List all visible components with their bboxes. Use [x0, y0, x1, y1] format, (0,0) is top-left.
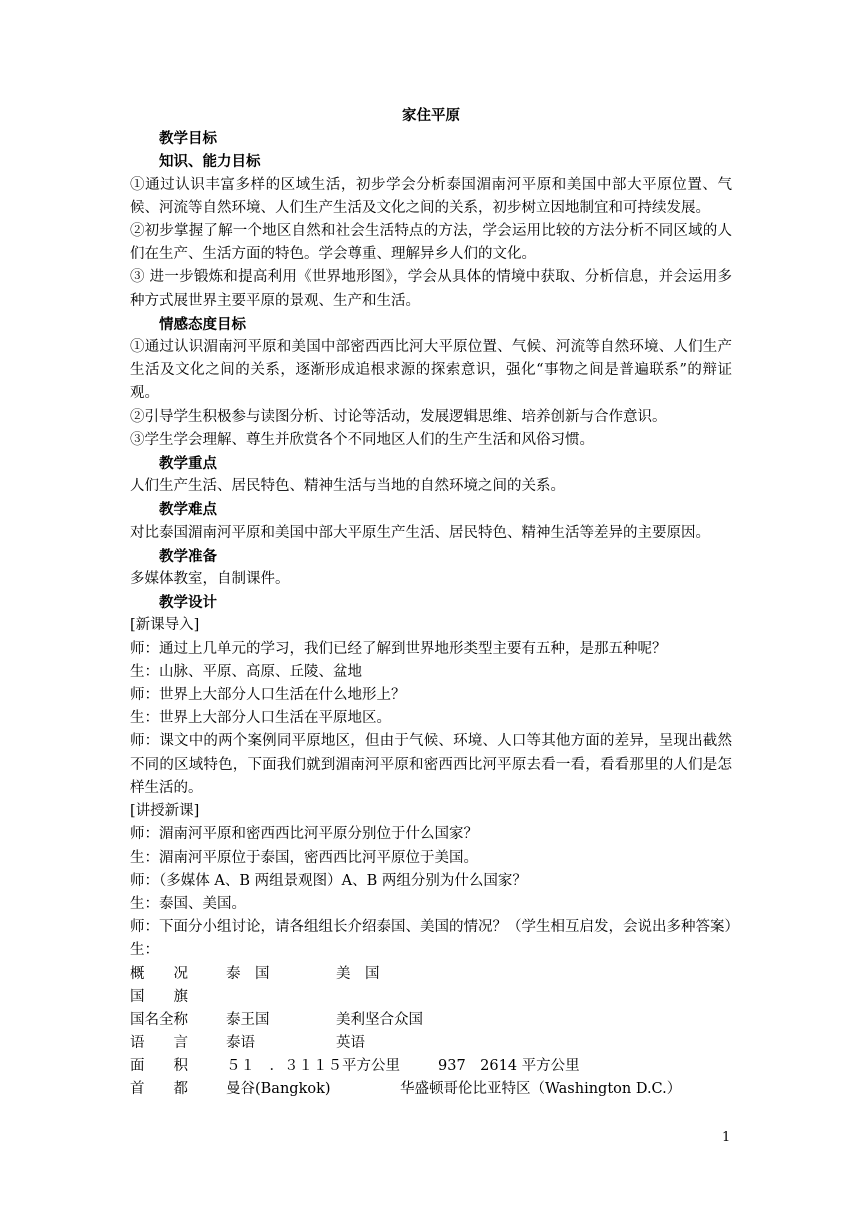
- table-row: [130, 986, 732, 1009]
- dialogue-line: 生：: [130, 942, 159, 959]
- difficulties-text: 对比泰国湄南河平原和美国中部大平原生产生活、居民特色、精神生活等差异的主要原因。: [130, 524, 710, 541]
- page-number: 1: [722, 1130, 731, 1145]
- dialogue-line: [新课导入]: [130, 617, 200, 634]
- dialogue-line: 师：通过上几单元的学习，我们已经了解到世界地形类型主要有五种，是那五种呢？: [130, 640, 667, 657]
- heading-key-points: 教学重点: [159, 455, 217, 473]
- document-page: [130, 104, 739, 1102]
- attitude-item-2: ②引导学生积极参与读图分析、讨论等活动，发展逻辑思维、培养创新与合作意识。: [130, 408, 667, 425]
- key-points-text: 人们生产生活、居民特色、精神生活与当地的自然环境之间的关系。: [130, 478, 565, 495]
- table-cell: 泰王国: [226, 1011, 270, 1028]
- dialogue-line: 生：世界上大部分人口生活在平原地区。: [130, 710, 391, 727]
- table-cell: 首 都: [130, 1081, 188, 1098]
- dialogue-line: 师：湄南河平原和密西西比河平原分别位于什么国家？: [130, 826, 478, 843]
- table-cell: 937 2614 平方公里: [438, 1058, 580, 1075]
- knowledge-item-1: ①通过认识丰富多样的区域生活，初步学会分析泰国湄南河平原和美国中部大平原位置、气候、河流等自然环境、人们生产生活及文化之间的关系，初步树立因地制宜和可持续发展。: [130, 176, 732, 216]
- table-row: [130, 1055, 732, 1078]
- attitude-item-1: ①通过认识湄南河平原和美国中部密西西比河大平原位置、气候、河流等自然环境、人们生产生活及文化之间的关系，逐渐形成追根求源的探索意识，强化“事物之间是普遍联系”的辩证观。: [130, 339, 732, 402]
- table-row: [130, 963, 732, 986]
- knowledge-item-3: ③ 进一步锻炼和提高利用《世界地形图》，学会从具体的情境中获取、分析信息，并会运用多种方式展世界主要平原的景观、生产和生活。: [130, 269, 732, 309]
- table-cell: 华盛顿哥伦比亚特区（Washington D.C.）: [400, 1081, 682, 1098]
- table-cell: 国 旗: [130, 988, 188, 1005]
- dialogue-line: 师：（多媒体 A、B 两组景观图）A、B 两组分别为什么国家？: [130, 872, 527, 889]
- table-cell: ５１ ．３１１５平方公里: [226, 1058, 400, 1075]
- dialogue-line: 生：湄南河平原位于泰国，密西西比河平原位于美国。: [130, 849, 478, 866]
- dialogue-line: 师：课文中的两个案例同平原地区，但由于气候、环境、人口等其他方面的差异，呈现出截然不同的区域特色，下面我们就到湄南河平原和密西西比河平原去看一看，看看那里的人们是怎样生活的。: [130, 733, 732, 796]
- table-cell: 泰语: [226, 1035, 255, 1052]
- table-row: [130, 1078, 732, 1101]
- table-cell: 概 况: [130, 965, 188, 982]
- heading-difficulties: 教学难点: [159, 501, 217, 519]
- table-row: [130, 1009, 732, 1032]
- preparation-text: 多媒体教室，自制课件。: [130, 571, 290, 588]
- heading-preparation: 教学准备: [159, 547, 217, 565]
- heading-knowledge-goals: 知识、能力目标: [159, 153, 261, 171]
- table-row: [130, 1032, 732, 1055]
- dialogue-line: 生：泰国、美国。: [130, 895, 246, 912]
- table-cell: 语 言: [130, 1035, 188, 1052]
- dialogue-line: 生：山脉、平原、高原、丘陵、盆地: [130, 663, 362, 680]
- table-cell: 曼谷(Bangkok): [226, 1081, 331, 1098]
- table-cell: 泰 国: [226, 965, 270, 982]
- heading-teaching-goals: 教学目标: [159, 130, 217, 148]
- dialogue-line: 师：下面分小组讨论，请各组组长介绍泰国、美国的情况？（学生相互启发，会说出多种答案）: [130, 919, 739, 936]
- attitude-item-3: ③学生学会理解、尊生并欣赏各个不同地区人们的生产生活和风俗习惯。: [130, 431, 594, 448]
- dialogue-line: [讲授新课]: [130, 803, 200, 820]
- heading-design: 教学设计: [159, 594, 217, 612]
- table-cell: 美 国: [336, 965, 380, 982]
- table-cell: 英语: [336, 1035, 365, 1052]
- comparison-table: [130, 963, 732, 1102]
- dialogue-line: 师：世界上大部分人口生活在什么地形上？: [130, 687, 406, 704]
- table-cell: 美利坚合众国: [336, 1011, 423, 1028]
- table-cell: 国名全称: [130, 1011, 188, 1028]
- page-title: 家住平原: [402, 107, 460, 124]
- table-cell: 面 积: [130, 1058, 188, 1075]
- heading-attitude-goals: 情感态度目标: [159, 315, 246, 333]
- knowledge-item-2: ②初步掌握了解一个地区自然和社会生活特点的方法，学会运用比较的方法分析不同区域的人们在生产、生活方面的特色。学会尊重、理解异乡人们的文化。: [130, 223, 732, 263]
